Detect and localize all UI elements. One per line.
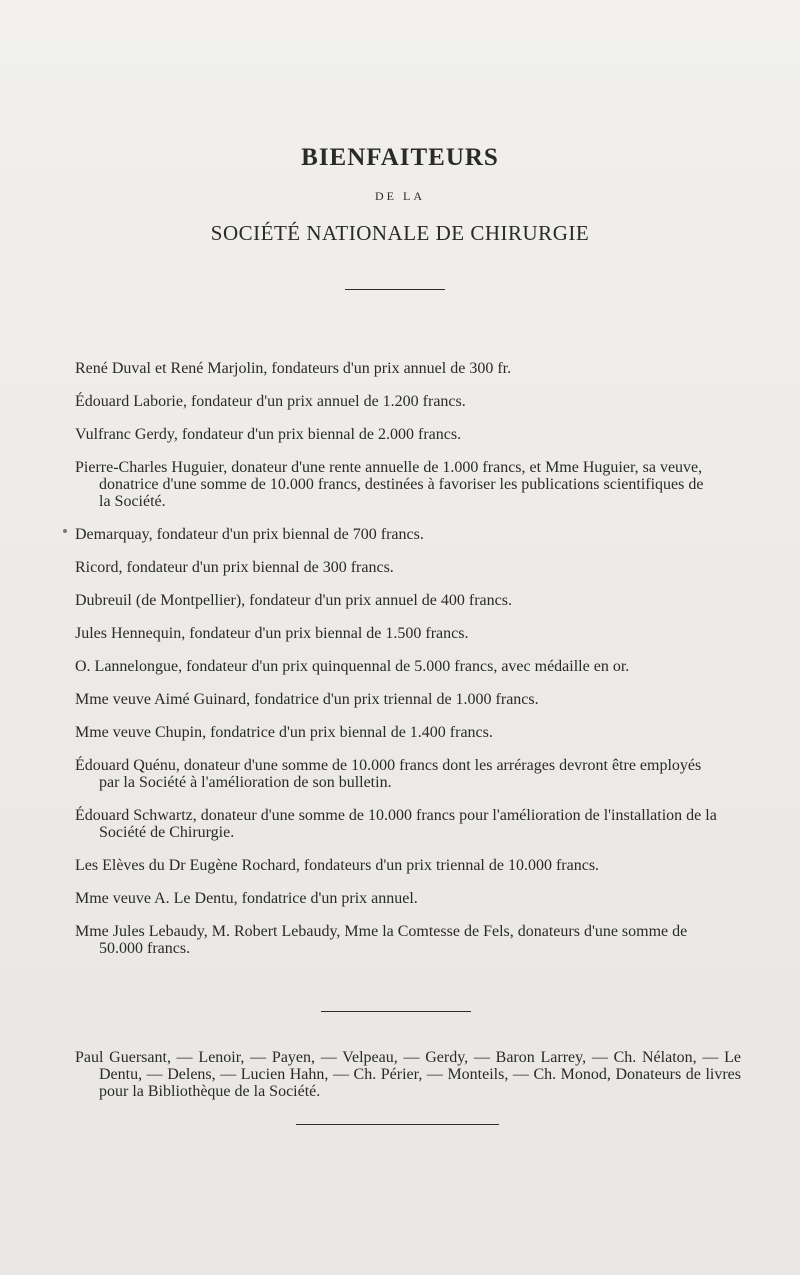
entry-lebaudy: Mme Jules Lebaudy, M. Robert Lebaudy, Mme la Comtesse de Fels, donateurs d'une somme de 50.000 francs. xyxy=(75,923,688,957)
middle-rule xyxy=(321,1011,471,1012)
entry-guinard: Mme veuve Aimé Guinard, fondatrice d'un prix triennal de 1.000 francs. xyxy=(75,691,539,708)
bottom-rule xyxy=(296,1124,499,1125)
entry-dubreuil: Dubreuil (de Montpellier), fondateur d'un prix annuel de 400 francs. xyxy=(75,592,512,609)
entry-quenu: Édouard Quénu, donateur d'une somme de 10.000 francs dont les arrérages devront être employés par la Société à l'amélioration de son bulletin. xyxy=(75,757,702,791)
entry-le-dentu: Mme veuve A. Le Dentu, fondatrice d'un prix annuel. xyxy=(75,890,418,907)
benefactors-list xyxy=(75,360,717,973)
entry-laborie: Édouard Laborie, fondateur d'un prix annuel de 1.200 francs. xyxy=(75,393,466,410)
entry-schwartz: Édouard Schwartz, donateur d'une somme de 10.000 francs pour l'amélioration de l'installation de la Société de Chirurgie. xyxy=(75,807,717,841)
entry-huguier: Pierre-Charles Huguier, donateur d'une rente annuelle de 1.000 francs, et Mme Huguier, sa veuve, donatrice d'une somme de 10.000 francs, destinées à favoriser les publications scientifiques de la Société. xyxy=(75,459,704,510)
entry-demarquay: Demarquay, fondateur d'un prix biennal de 700 francs. xyxy=(75,526,424,543)
main-title: BIENFAITEURS xyxy=(301,144,499,171)
entry-duval-marjolin: René Duval et René Marjolin, fondateurs d'un prix annuel de 300 fr. xyxy=(75,360,512,377)
top-rule xyxy=(345,289,445,290)
book-donors: Paul Guersant, — Lenoir, — Payen, — Velpeau, — Gerdy, — Baron Larrey, — Ch. Nélaton, — Le Dentu, — Delens, — Lucien Hahn, — Ch. Périer, — Monteils, — Ch. Monod, Donateurs de livres pour la Bibliothèque de la Société. xyxy=(75,1049,741,1100)
entry-lannelongue: O. Lannelongue, fondateur d'un prix quinquennal de 5.000 francs, avec médaille en or. xyxy=(75,658,630,675)
margin-mark xyxy=(63,529,67,533)
subtitle: DE LA xyxy=(375,189,425,203)
entry-rochard: Les Elèves du Dr Eugène Rochard, fondateurs d'un prix triennal de 10.000 francs. xyxy=(75,857,600,874)
title-block xyxy=(0,145,800,244)
entry-gerdy: Vulfranc Gerdy, fondateur d'un prix biennal de 2.000 francs. xyxy=(75,426,462,443)
entry-ricord: Ricord, fondateur d'un prix biennal de 300 francs. xyxy=(75,559,394,576)
entry-hennequin: Jules Hennequin, fondateur d'un prix biennal de 1.500 francs. xyxy=(75,625,469,642)
society-title: SOCIÉTÉ NATIONALE DE CHIRURGIE xyxy=(210,221,590,245)
entry-chupin: Mme veuve Chupin, fondatrice d'un prix biennal de 1.400 francs. xyxy=(75,724,493,741)
